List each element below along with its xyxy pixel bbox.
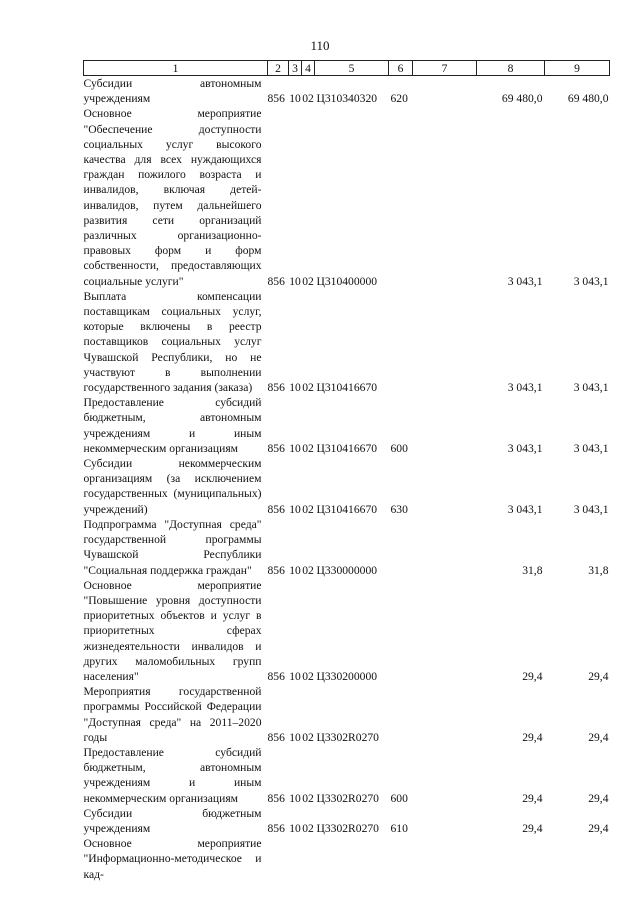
row-csr-code: Ц310400000 [316,274,378,288]
row-name: Мероприятия государственной программы Российской Федерации "Доступная среда" на 2011–2020 годы [83,685,262,744]
row-amount-col9: 69 480,0 [567,92,609,106]
row-name: Основное мероприятие "Обеспечение доступности социальных услуг высокого качества для всех нуждающихся граждан пожилого возраста и инвалидов, включая детей-инвалидов, путем дальнейшего развития сети организаций различных организационно-правовых форм и форм собственности, предоставляющих социальные услуги" [83,107,262,288]
table-row [84,836,610,882]
row-amount-col8: 29,4 [522,669,543,683]
row-amount-col8: 29,4 [522,821,543,835]
row-vr-code [389,289,413,395]
row-name: Основное мероприятие "Повышение уровня доступности приоритетных объектов и услуг в приоритетных сферах жизнедеятельности инвалидов и других маломобильных групп населения" [83,578,262,683]
row-name: Предоставление субсидий бюджетным, автономным учреждениям и иным некоммерческим организациям [83,396,262,455]
row-csr-code: Ц310416670 [316,502,378,516]
row-col7 [413,395,477,456]
table-row [84,745,610,806]
row-rz-code: 10 [289,821,301,835]
row-pr-code: 02 [302,821,314,835]
row-name: Субсидии автономным учреждениям [83,77,262,106]
row-pr-code: 02 [302,791,314,805]
row-pr-code: 02 [302,669,314,683]
row-pr-code: 02 [302,381,314,395]
row-col7 [413,578,477,684]
row-csr-code: Ц310416670 [316,441,378,455]
row-amount-col9 [545,836,610,882]
column-header: 3 [289,61,302,76]
table-row [84,684,610,745]
column-header: 4 [302,61,315,76]
header-row [84,61,610,76]
column-header: 2 [268,61,289,76]
row-name: Предоставление субсидий бюджетным, автономным учреждениям и иным некоммерческим организациям [83,745,262,805]
row-name: Основное мероприятие "Информационно-методическое и кад- [83,837,262,881]
row-col7 [413,745,477,806]
row-gr-code: 856 [267,669,285,683]
row-col7 [413,806,477,836]
row-rz-code: 10 [289,563,301,577]
row-gr-code [268,836,289,882]
table-body [84,76,610,882]
row-vr-code: 600 [390,791,408,805]
row-rz-code: 10 [289,92,301,106]
table-row [84,578,610,684]
row-amount-col8: 29,4 [522,730,543,744]
row-csr-code: Ц3302R0270 [316,730,379,744]
row-pr-code: 02 [302,563,314,577]
row-gr-code: 856 [267,381,285,395]
table-row [84,806,610,836]
row-amount-col8 [477,836,545,882]
column-header: 1 [84,61,268,76]
table-row [84,106,610,288]
row-pr-code: 02 [302,502,314,516]
row-csr-code: Ц310416670 [316,381,378,395]
row-rz-code: 10 [289,669,301,683]
row-amount-col9: 3 043,1 [573,441,609,455]
row-rz-code: 10 [289,274,301,288]
row-amount-col9: 29,4 [588,669,609,683]
row-name: Субсидии бюджетным учреждениям [83,806,262,835]
row-name: Подпрограмма "Доступная среда" государственной программы Чувашской Республики "Социальная поддержка граждан" [83,517,262,577]
row-amount-col8: 3 043,1 [507,502,543,516]
row-rz-code: 10 [289,791,301,805]
row-gr-code: 856 [267,821,285,835]
row-amount-col9: 29,4 [588,791,609,805]
row-col7 [413,289,477,395]
row-rz-code: 10 [289,730,301,744]
row-vr-code [389,106,413,288]
row-col7 [413,106,477,288]
row-amount-col8: 3 043,1 [507,441,543,455]
row-vr-code: 600 [390,441,408,455]
row-amount-col9: 31,8 [588,563,609,577]
column-header: 8 [477,61,545,76]
row-gr-code: 856 [267,441,285,455]
row-gr-code: 856 [267,563,285,577]
row-col7 [413,456,477,517]
table-row [84,456,610,517]
row-vr-code [389,517,413,578]
row-pr-code: 02 [302,441,314,455]
row-name: Субсидии некоммерческим организациям (за исключением государственных (муниципальных) учреждений) [83,457,262,516]
row-amount-col9: 3 043,1 [573,381,609,395]
row-rz-code: 10 [289,381,301,395]
column-header: 9 [545,61,610,76]
row-csr-code: Ц3302R0270 [316,821,379,835]
row-col7 [413,517,477,578]
row-gr-code: 856 [267,730,285,744]
row-gr-code: 856 [267,92,285,106]
row-csr-code: Ц3302R0270 [316,791,379,805]
row-csr-code: Ц330200000 [316,669,378,683]
row-amount-col9: 29,4 [588,821,609,835]
row-amount-col8: 69 480,0 [501,92,543,106]
row-pr-code: 02 [302,274,314,288]
row-gr-code: 856 [267,274,285,288]
column-header: 7 [413,61,477,76]
column-header: 6 [389,61,413,76]
row-rz-code [289,836,302,882]
row-amount-col9: 29,4 [588,730,609,744]
row-rz-code: 10 [289,441,301,455]
table-row [84,289,610,395]
row-amount-col8: 31,8 [522,563,543,577]
row-pr-code: 02 [302,730,314,744]
row-csr-code [315,836,389,882]
page-number: 110 [310,38,330,53]
row-pr-code [302,836,315,882]
row-csr-code: Ц330000000 [316,563,378,577]
row-amount-col8: 3 043,1 [507,274,543,288]
row-amount-col9: 3 043,1 [573,502,609,516]
budget-table [83,60,610,882]
row-vr-code [389,684,413,745]
row-amount-col9: 3 043,1 [573,274,609,288]
row-col7 [413,836,477,882]
row-name: Выплата компенсации поставщикам социальных услуг, которые включены в реестр поставщиков социальных услуг Чувашской Республики, но не участвуют в выполнении государственного задания (заказа) [83,289,262,395]
row-amount-col8: 3 043,1 [507,381,543,395]
table-row [84,395,610,456]
row-vr-code: 630 [390,502,408,516]
row-gr-code: 856 [267,791,285,805]
row-rz-code: 10 [289,502,301,516]
row-vr-code [389,578,413,684]
row-vr-code [389,836,413,882]
row-col7 [413,76,477,107]
row-col7 [413,684,477,745]
column-header: 5 [315,61,389,76]
row-gr-code: 856 [267,502,285,516]
row-pr-code: 02 [302,92,314,106]
row-vr-code: 620 [390,92,408,106]
table-row [84,517,610,578]
row-csr-code: Ц310340320 [316,92,378,106]
row-amount-col8: 29,4 [522,791,543,805]
table-row [84,76,610,107]
row-vr-code: 610 [390,821,408,835]
